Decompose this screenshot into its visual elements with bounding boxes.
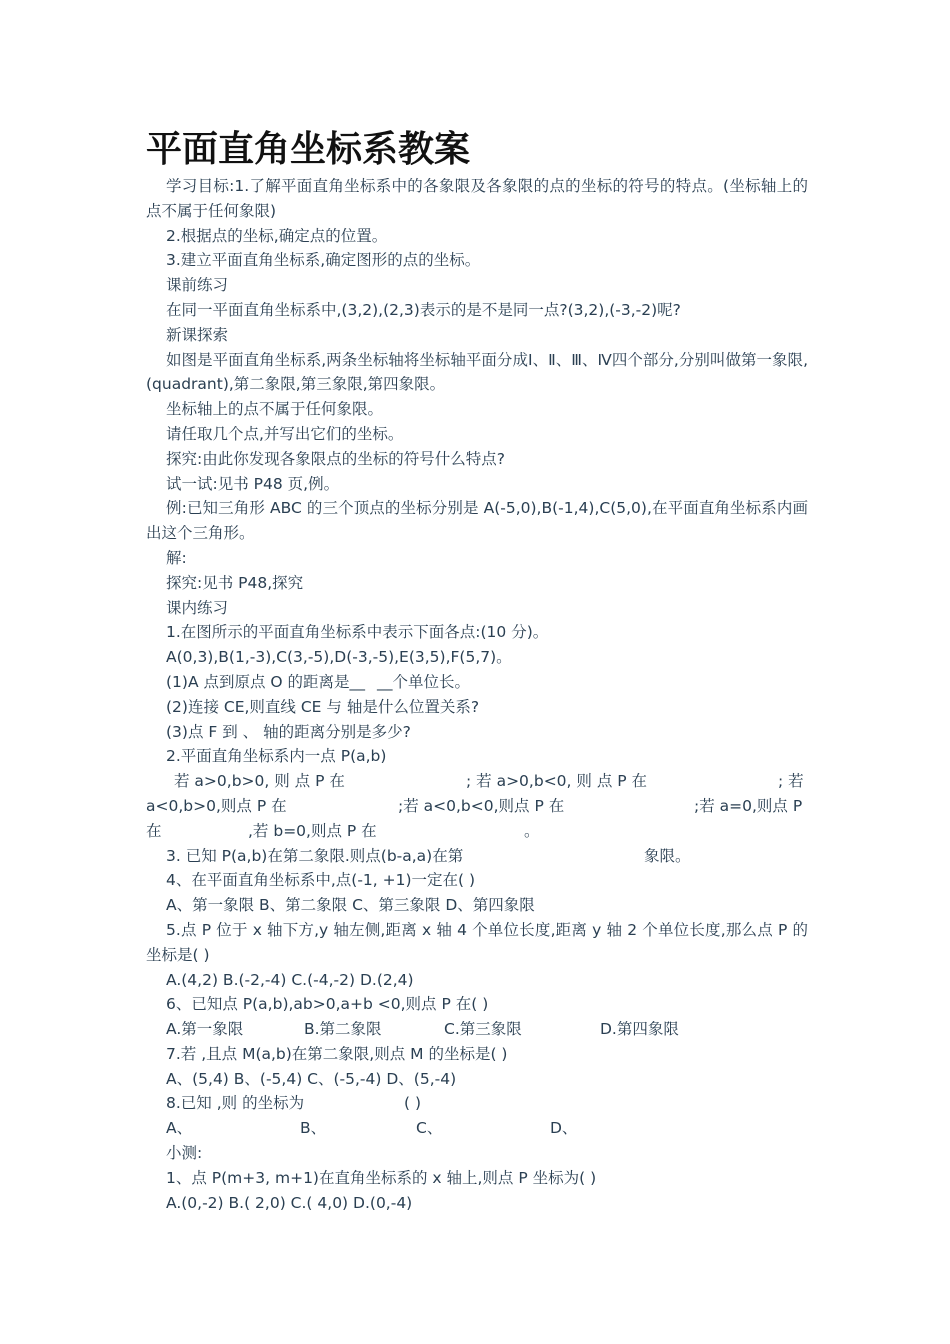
question-2-clause-4: a<0,b>0,则点 P 在 [146,796,287,815]
learning-goal-2: 2.根据点的坐标,确定点的位置。 [166,226,388,245]
question-2-clause-2: ; 若 a>0,b<0, 则 点 P 在 [466,772,648,791]
question-1-part-a-start: (1)A 点到原点 O 的距离是__ [166,672,366,691]
axis-note: 坐标轴上的点不属于任何象限。 [166,400,384,419]
question-2-clause-5: ;若 a<0,b<0,则点 P 在 [398,796,565,815]
question-7-options: A、(5,4) B、(-5,4) C、(-5,-4) D、(5,-4) [166,1069,457,1088]
question-6-option-c: C.第三象限 [444,1020,522,1039]
question-2-line-3 [146,819,808,844]
document-title: 平面直角坐标系教案 [146,129,471,170]
explore-question: 探究:由此你发现各象限点的坐标的符号什么特点? [166,449,505,468]
question-1-part-c: (3)点 F 到 、 轴的距离分别是多少? [166,722,411,741]
question-2-clause-1: 若 a>0,b>0, 则 点 P 在 [174,772,345,791]
class-practice-heading: 课内练习 [166,598,229,617]
pick-points-text: 请任取几个点,并写出它们的坐标。 [166,424,404,443]
question-8-option-d: D、 [550,1119,578,1138]
question-5: 5.点 P 位于 x 轴下方,y 轴左侧,距离 x 轴 4 个单位长度,距离 y 轴 2 个单位长度,那么点 P 的坐标是( ) [146,920,808,964]
question-6-option-b: B.第二象限 [304,1020,382,1039]
document-body [146,174,808,1215]
question-1-part-a-end: __个单位长。 [377,672,471,691]
question-2-clause-9: 。 [524,821,540,840]
quiz-question-1-options: A.(0,-2) B.( 2,0) C.( 4,0) D.(0,-4) [166,1193,413,1212]
learning-goal-1: 学习目标:1.了解平面直角坐标系中的各象限及各象限的点的坐标的符号的特点。(坐标轴上的点不属于任何象限) [146,177,808,220]
question-5-options: A.(4,2) B.(-2,-4) C.(-4,-2) D.(2,4) [166,970,414,989]
quadrant-definition: 如图是平面直角坐标系,两条坐标轴将坐标轴平面分成Ⅰ、Ⅱ、Ⅲ、Ⅳ四个部分,分别叫做第一象限,(quadrant),第二象限,第三象限,第四象限。 [146,350,808,394]
pre-class-heading: 课前练习 [166,276,229,295]
question-2: 2.平面直角坐标系内一点 P(a,b) [166,747,387,766]
question-8-end: ( ) [404,1094,422,1113]
question-7: 7.若 ,且点 M(a,b)在第二象限,则点 M 的坐标是( ) [166,1044,508,1063]
question-4-options: A、第一象限 B、第二象限 C、第三象限 D、第四象限 [166,896,535,915]
quiz-heading: 小测: [166,1144,203,1163]
question-1: 1.在图所示的平面直角坐标系中表示下面各点:(10 分)。 [166,623,549,642]
new-lesson-heading: 新课探索 [166,325,229,344]
explore-reference: 探究:见书 P48,探究 [166,573,304,592]
question-1-part-b: (2)连接 CE,则直线 CE 与 轴是什么位置关系? [166,697,480,716]
quiz-question-1: 1、点 P(m+3, m+1)在直角坐标系的 x 轴上,则点 P 坐标为( ) [166,1168,597,1187]
question-3-end: 象限。 [644,846,691,865]
question-2-line-2 [146,794,808,819]
question-6-option-d: D.第四象限 [600,1020,679,1039]
question-6: 6、已知点 P(a,b),ab>0,a+b <0,则点 P 在( ) [166,995,489,1014]
question-8-option-a: A、 [166,1119,193,1138]
example-text: 例:已知三角形 ABC 的三个顶点的坐标分别是 A(-5,0),B(-1,4),C(5,0),在平面直角坐标系内画出这个三角形。 [146,499,808,543]
solution-label: 解: [166,548,187,567]
question-6-option-a: A.第一象限 [166,1020,244,1039]
question-2-line-1 [146,769,808,794]
try-it-text: 试一试:见书 P48 页,例。 [166,474,340,493]
question-2-clause-8: ,若 b=0,则点 P 在 [248,821,377,840]
question-4: 4、在平面直角坐标系中,点(-1, +1)一定在( ) [166,871,476,890]
learning-goal-3: 3.建立平面直角坐标系,确定图形的点的坐标。 [166,251,481,270]
question-2-clause-6: ;若 a=0,则点 P [694,796,803,815]
question-6-options [146,1017,808,1042]
question-3 [146,844,808,869]
question-8-option-b: B、 [300,1119,327,1138]
question-8 [146,1091,808,1116]
question-1-points: A(0,3),B(1,-3),C(3,-5),D(-3,-5),E(3,5),F(5,7)。 [166,648,512,667]
question-3-start: 3. 已知 P(a,b)在第二象限.则点(b-a,a)在第 [166,846,464,865]
question-2-clause-3: ; 若 [778,772,804,791]
question-2-clause-7: 在 [146,821,162,840]
question-8-options [146,1116,808,1141]
question-1-part-a [146,670,808,695]
pre-class-question: 在同一平面直角坐标系中,(3,2),(2,3)表示的是不是同一点?(3,2),(-3,-2)呢? [166,300,681,319]
question-8-option-c: C、 [416,1119,443,1138]
question-8-start: 8.已知 ,则 的坐标为 [166,1094,305,1113]
